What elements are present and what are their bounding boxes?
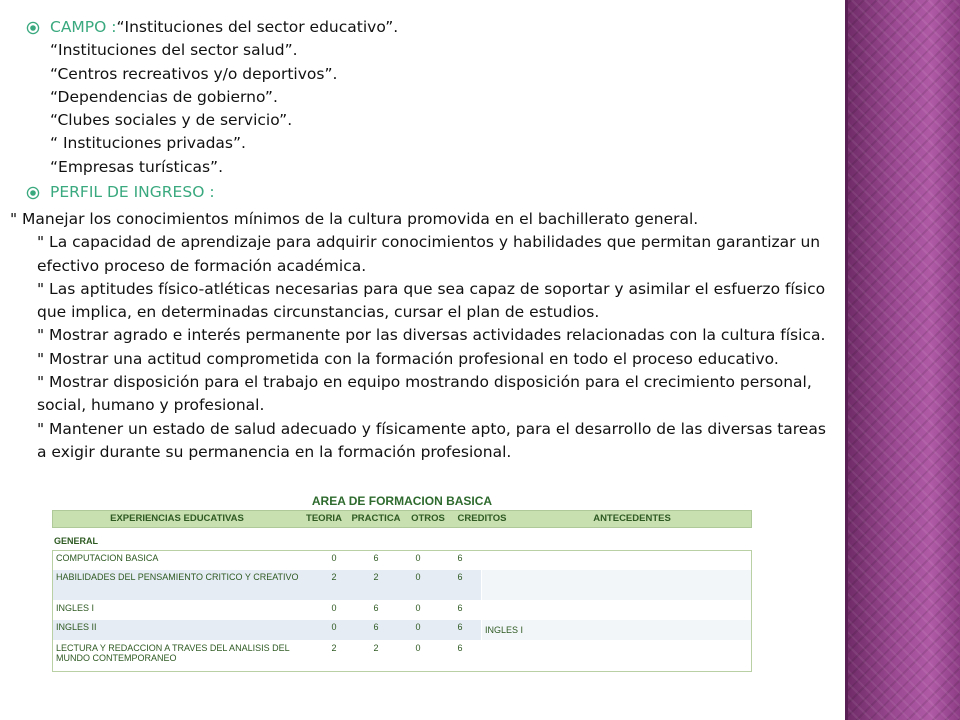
cell-teoria: 0	[331, 603, 337, 613]
cell-name: HABILIDADES DEL PENSAMIENTO CRITICO Y CREATIVO	[56, 572, 299, 582]
decorative-side-band	[845, 0, 960, 720]
campo-lines	[50, 16, 398, 179]
header-otros: OTROS	[411, 513, 445, 524]
cell-name: LECTURA Y REDACCION A TRAVES DEL ANALISIS DEL MUNDO CONTEMPORANEO	[56, 643, 290, 663]
header-creditos: CREDITOS	[457, 513, 507, 524]
campo-line-3: “Dependencias de gobierno”.	[50, 87, 278, 106]
campo-line-1: “Instituciones del sector salud”.	[50, 41, 298, 60]
table-row	[53, 570, 751, 601]
campo-line-0: CAMPO :“Instituciones del sector educativo”.	[50, 18, 399, 36]
cell-practica: 6	[373, 603, 379, 613]
header-antecedentes: ANTECEDENTES	[593, 513, 671, 524]
bullet-icon	[26, 186, 40, 200]
cell-name: INGLES II	[56, 622, 97, 632]
cell-creditos: 6	[457, 572, 463, 582]
cell-teoria: 2	[331, 643, 337, 653]
table-row	[53, 641, 751, 671]
campo-line-4: “Clubes sociales y de servicio”.	[50, 111, 293, 130]
cell-practica: 2	[373, 643, 379, 653]
bullet-icon	[26, 21, 40, 35]
cell-creditos: 6	[457, 643, 463, 653]
campo-label: CAMPO :	[50, 18, 117, 36]
table-row	[53, 551, 751, 570]
cell-otros: 0	[415, 572, 421, 582]
cell-antecedentes	[481, 641, 751, 671]
campo-line-2: “Centros recreativos y/o deportivos”.	[50, 64, 338, 83]
cell-otros: 0	[415, 553, 421, 563]
cell-otros: 0	[415, 622, 421, 632]
perfil-item-first: " Manejar los conocimientos mínimos de la cultura promovida en el bachillerato general.	[10, 210, 699, 228]
perfil-item: " Mostrar agrado e interés permanente por las diversas actividades relacionadas con la cultura física.	[37, 326, 826, 345]
perfil-item: " Mostrar una actitud comprometida con la formación profesional en todo el proceso educativo.	[37, 349, 779, 368]
cell-name: COMPUTACION BASICA	[56, 553, 159, 563]
cell-practica: 6	[373, 553, 379, 563]
header-experiencias: EXPERIENCIAS EDUCATIVAS	[110, 513, 244, 524]
perfil-item: " La capacidad de aprendizaje para adquirir conocimientos y habilidades que permitan garantizar un efectivo proceso de formación académica.	[37, 233, 821, 275]
campo-line-5: “ Instituciones privadas”.	[50, 134, 246, 153]
cell-creditos: 6	[457, 553, 463, 563]
perfil-item: " Las aptitudes físico-atléticas necesarias para que sea capaz de soportar y asimilar el esfuerzo físico que implica, en determinadas circunstancias, cursar el plan de estudios.	[37, 279, 826, 322]
cell-teoria: 2	[331, 572, 337, 582]
cell-otros: 0	[415, 643, 421, 653]
cell-teoria: 0	[331, 553, 337, 563]
header-teoria: TEORIA	[306, 513, 342, 524]
perfil-item: " Mantener un estado de salud adecuado y físicamente apto, para el desarrollo de las diversas tareas a exigir durante su permanencia en la formación profesional.	[37, 419, 826, 461]
cell-creditos: 6	[457, 603, 463, 613]
cell-practica: 6	[373, 622, 379, 632]
cell-antecedentes	[481, 601, 751, 619]
table-header	[52, 510, 752, 528]
cell-teoria: 0	[331, 622, 337, 632]
perfil-text	[10, 208, 840, 464]
cell-name: INGLES I	[56, 603, 95, 613]
group-label: GENERAL	[54, 536, 99, 546]
table-row	[53, 620, 751, 641]
cell-antecedentes	[481, 570, 751, 600]
cell-creditos: 6	[457, 622, 463, 632]
perfil-heading: PERFIL DE INGRESO :	[50, 183, 215, 201]
table-row	[53, 601, 751, 620]
side-band-edge	[845, 0, 848, 720]
table-body	[52, 550, 752, 672]
perfil-item: " Mostrar disposición para el trabajo en equipo mostrando disposición para el crecimiento personal, social, humano y profesional.	[37, 373, 812, 415]
cell-antecedentes	[481, 551, 751, 569]
curriculum-table	[52, 492, 752, 672]
cell-practica: 2	[373, 572, 379, 582]
cell-otros: 0	[415, 603, 421, 613]
header-practica: PRACTICA	[351, 513, 401, 524]
cell-antecedentes: INGLES I	[481, 620, 751, 640]
campo-line-6: “Empresas turísticas”.	[50, 157, 223, 176]
table-title: AREA DE FORMACION BASICA	[311, 494, 493, 508]
